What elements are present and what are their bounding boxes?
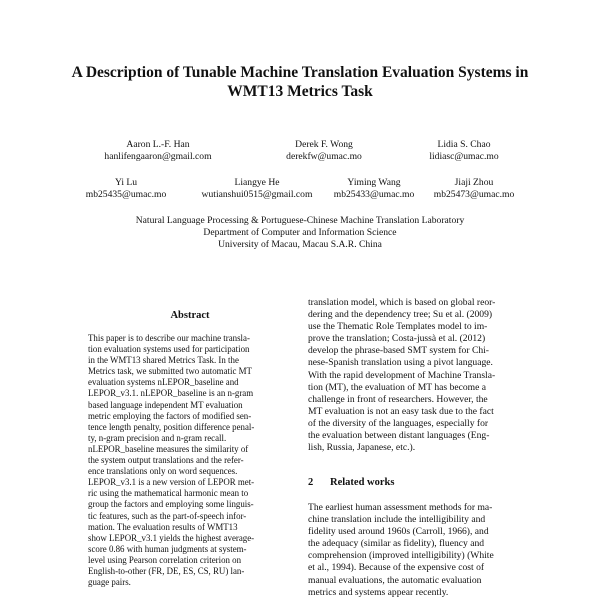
author-email: wutianshui0515@gmail.com — [201, 189, 313, 200]
author-name: Aaron L.-F. Han — [126, 139, 190, 150]
body-line: fidelity used around 1960s (Carroll, 1966), and — [308, 526, 489, 538]
author-block — [389, 139, 539, 163]
abstract-line: group the factors and employing some linguis- — [88, 499, 254, 510]
abstract-line: metric employing the factors of modified sen- — [88, 410, 252, 421]
abstract-line: mation. The evaluation results of WMT13 — [88, 521, 238, 532]
author-email: derekfw@umac.mo — [286, 151, 362, 162]
abstract-line: ty, n-gram precision and n-gram recall. — [88, 432, 227, 443]
author-name: Jiaji Zhou — [454, 177, 494, 188]
body-line: metrics and systems appear recently. — [308, 586, 449, 598]
title-line: A Description of Tunable Machine Translation Evaluation Systems in — [71, 64, 529, 81]
right-column-intro — [308, 297, 520, 454]
body-line: the evaluation between distant languages (Eng- — [308, 430, 490, 442]
author-block — [51, 177, 201, 201]
body-line: challenge in front of researchers. However, the — [308, 393, 488, 405]
body-line: chine translation include the intelligibility and — [308, 514, 486, 526]
abstract-line: Metrics task, we submitted two automatic MT — [88, 366, 252, 377]
body-line: the adequacy (similar as fidelity), fluency and — [308, 538, 485, 550]
abstract-line: in the WMT13 shared Metrics Task. In the — [88, 355, 239, 366]
abstract-line: show LEPOR_v3.1 yields the highest average- — [88, 532, 255, 543]
abstract-line: the system output translations and the refer- — [88, 455, 244, 466]
abstract-line: LEPOR_v3.1. nLEPOR_baseline is an n-gram — [88, 388, 254, 399]
body-line: translation model, which is based on global reor- — [308, 297, 496, 308]
abstract-line: guage pairs. — [88, 577, 131, 588]
section-heading — [308, 477, 394, 488]
abstract-line: score 0.86 with human judgments at system- — [88, 543, 247, 554]
abstract-heading: Abstract — [170, 310, 210, 321]
author-name: Yiming Wang — [347, 177, 401, 188]
author-name: Yi Lu — [114, 177, 138, 188]
paper-title — [40, 63, 560, 101]
author-email: mb25473@umac.mo — [433, 189, 515, 200]
abstract-line: tence length penalty, position difference penal- — [88, 421, 255, 432]
abstract-body — [88, 333, 286, 588]
body-line: comprehension (improved intelligibility) (White — [308, 550, 494, 562]
abstract-line: nLEPOR_baseline measures the similarity of — [88, 443, 249, 454]
section-title: Related works — [330, 477, 395, 488]
abstract-line: tic features, such as the part-of-speech infor- — [88, 510, 247, 521]
author-email: mb25433@umac.mo — [333, 189, 415, 200]
author-name: Lidia S. Chao — [437, 139, 491, 150]
body-line: lish, Russia, Japanese, etc.). — [308, 442, 416, 454]
abstract-line: ence translations only on word sequences. — [88, 466, 238, 477]
body-line: prove the translation; Costa-jussà et al. (2012) — [308, 333, 486, 345]
affiliation-line: Natural Language Processing & Portuguese-Chinese Machine Translation Laboratory — [135, 215, 465, 226]
section-number: 2 — [308, 477, 314, 488]
body-line: use the Thematic Role Templates model to im- — [308, 321, 488, 333]
abstract-line: evaluation systems nLEPOR_baseline and — [88, 377, 239, 388]
title-line: WMT13 Metrics Task — [227, 83, 373, 100]
affiliation-line: Department of Computer and Information Science — [203, 227, 397, 238]
affiliation — [60, 215, 540, 251]
body-line: dering and the dependency tree; Su et al. (2009) — [308, 309, 493, 321]
author-block — [399, 177, 549, 201]
right-column-related — [308, 502, 520, 599]
abstract-line: English-to-other (FR, DE, ES, CS, RU) lan- — [88, 565, 245, 576]
abstract-line: LEPOR_v3.1 is a new version of LEPOR met- — [88, 477, 255, 488]
author-block — [83, 139, 233, 163]
body-line: tion (MT), the evaluation of MT has become a — [308, 381, 487, 393]
abstract-line: tion evaluation systems used for participation — [88, 344, 250, 355]
body-line: manual evaluations, the automatic evaluation — [308, 574, 482, 586]
author-name: Derek F. Wong — [295, 139, 353, 150]
abstract-line: based language independent MT evaluation — [88, 399, 243, 410]
body-line: develop the phrase-based SMT system for Chi- — [308, 345, 490, 357]
body-line: With the rapid development of Machine Transla- — [308, 369, 496, 381]
author-email: lidiasc@umac.mo — [429, 151, 499, 162]
body-line: MT evaluation is not an easy task due to the fact — [308, 405, 494, 417]
author-name: Liangye He — [234, 177, 280, 188]
body-line: nese-Spanish translation using a pivot language. — [308, 357, 493, 369]
abstract-line: level using Pearson correlation criterion on — [88, 554, 242, 565]
body-line: The earliest human assessment methods for ma- — [308, 502, 493, 513]
author-email: hanlifengaaron@gmail.com — [104, 151, 212, 162]
affiliation-line: University of Macau, Macau S.A.R. China — [218, 239, 382, 250]
author-block — [249, 139, 399, 163]
body-line: et al., 1994). Because of the expensive cost of — [308, 562, 485, 574]
abstract-line: ric using the mathematical harmonic mean to — [88, 488, 249, 499]
body-line: of the diversity of the languages, especially for — [308, 417, 489, 429]
author-email: mb25435@umac.mo — [85, 189, 167, 200]
abstract-line: This paper is to describe our machine transla- — [88, 333, 250, 343]
